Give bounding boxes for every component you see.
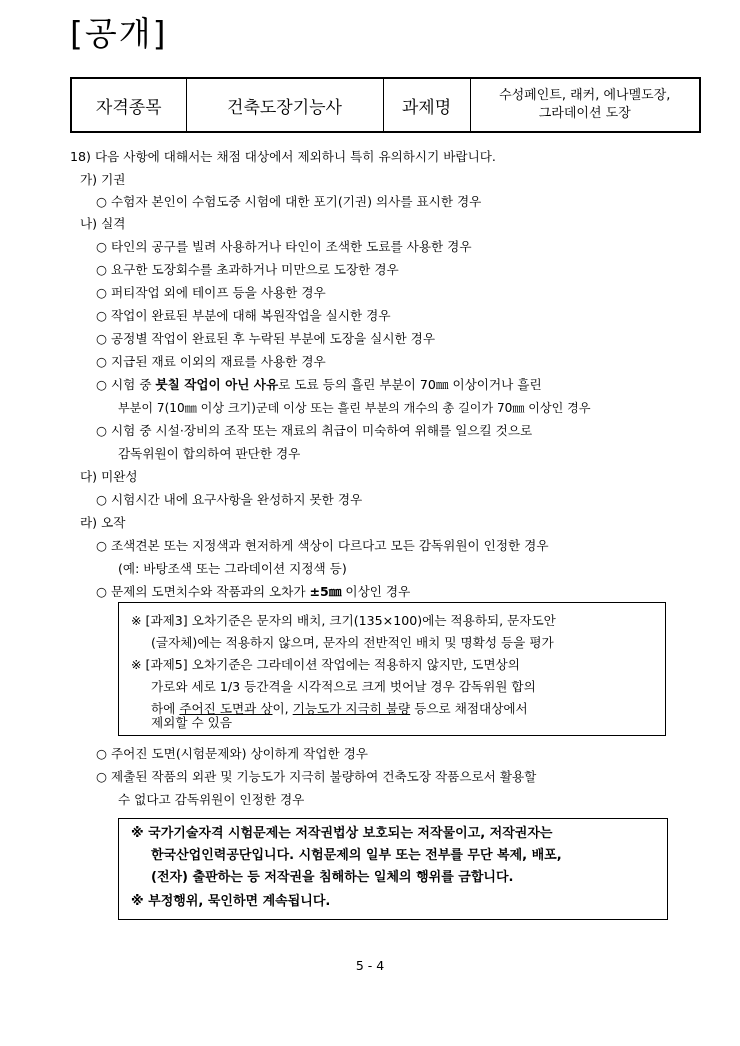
qualification-value: 건축도장기능사 xyxy=(186,78,383,132)
defect-item-2-post: 이상인 경우 xyxy=(341,584,411,599)
disqualify-item-2: ○ 요구한 도장회수를 초과하거나 미만으로 도장한 경우 xyxy=(96,262,399,277)
disqualify-item-7-bold: 붓칠 작업이 아닌 사유 xyxy=(155,377,279,392)
task-name-label: 과제명 xyxy=(383,78,470,132)
disqualify-item-7-post: 로 도료 등의 흘린 부분이 70㎜ 이상이거나 흘린 xyxy=(278,377,542,392)
note-underline-1: 주어진 도면과 상 xyxy=(179,701,273,716)
defect-item-3: ○ 주어진 도면(시험문제와) 상이하게 작업한 경우 xyxy=(96,746,368,761)
disqualify-item-5: ○ 공정별 작업이 완료된 후 누락된 부분에 도장을 실시한 경우 xyxy=(96,331,435,346)
copyright-line2: 한국산업인력공단입니다. 시험문제의 일부 또는 전부를 무단 복제, 배포, xyxy=(151,848,562,863)
section-disqualify-heading: 나) 실격 xyxy=(80,216,126,231)
incomplete-item-1: ○ 시험시간 내에 요구사항을 완성하지 못한 경우 xyxy=(96,492,363,507)
disqualify-item-7-line2: 부분이 7(10㎜ 이상 크기)군데 이상 또는 흘린 부분의 개수의 총 길이가 70㎜ 이상인 경우 xyxy=(118,401,591,415)
note-task3-line1: ※ [과제3] 오차기준은 문자의 배치, 크기(135×100)에는 적용하되, 문자도안 xyxy=(131,613,556,628)
section-defect-heading: 라) 오작 xyxy=(80,515,126,530)
note-task5-line2: 가로와 세로 1/3 등간격을 시각적으로 크게 벗어날 경우 감독위원 합의 xyxy=(151,679,536,694)
disqualify-item-6: ○ 지급된 재료 이외의 재료를 사용한 경우 xyxy=(96,354,326,369)
section-incomplete-heading: 다) 미완성 xyxy=(80,469,138,484)
defect-item-4: ○ 제출된 작품의 외관 및 기능도가 지극히 불량하여 건축도장 작품으로서 활용할 xyxy=(96,769,537,784)
copyright-line1: ※ 국가기술자격 시험문제는 저작권법상 보호되는 저작물이고, 저작권자는 xyxy=(131,826,553,841)
disqualify-item-4: ○ 작업이 완료된 부분에 대해 복원작업을 실시한 경우 xyxy=(96,308,391,323)
disclosure-tag: [공개] xyxy=(70,14,168,53)
defect-item-1: ○ 조색견본 또는 지정색과 현저하게 색상이 다르다고 모든 감독위원이 인정한 경우 xyxy=(96,538,549,553)
note-task5-line3-post: 등으로 채점대상에서 xyxy=(410,701,528,716)
item-18-heading: 18) 다음 사항에 대해서는 채점 대상에서 제외하니 특히 유의하시기 바랍니다. xyxy=(70,149,496,164)
note-task5-line3-pre: 하에 xyxy=(151,701,180,716)
note-task5-line1: ※ [과제5] 오차기준은 그라데이션 작업에는 적용하지 않지만, 도면상의 xyxy=(131,657,520,672)
forfeit-item-1: ○ 수험자 본인이 수험도중 시험에 대한 포기(기권) 의사를 표시한 경우 xyxy=(96,194,482,209)
tolerance-value: ±5㎜ xyxy=(309,584,342,599)
defect-item-2 xyxy=(96,584,410,600)
disqualify-item-1: ○ 타인의 공구를 빌려 사용하거나 타인이 조색한 도료를 사용한 경우 xyxy=(96,239,472,254)
misconduct-warning: ※ 부정행위, 묵인하면 계속됩니다. xyxy=(131,894,331,909)
disqualify-item-7 xyxy=(96,377,542,393)
task-name-value xyxy=(470,78,700,132)
copyright-notice-box xyxy=(118,818,668,920)
note-task3-line2: (글자체)에는 적용하지 않으며, 문자의 전반적인 배치 및 명확성 등을 평가 xyxy=(151,635,554,650)
note-task5-line3-mid: 이, xyxy=(272,701,293,716)
task-name-line2: 그라데이션 도장 xyxy=(538,106,631,121)
defect-item-4-line2: 수 없다고 감독위원이 인정한 경우 xyxy=(118,792,305,807)
defect-item-2-pre: ○ 문제의 도면치수와 작품과의 오차가 xyxy=(96,584,310,599)
note-task5-line4: 제외할 수 있음 xyxy=(151,715,232,730)
disqualify-item-7-pre: ○ 시험 중 xyxy=(96,377,156,392)
disqualify-item-3: ○ 퍼티작업 외에 테이프 등을 사용한 경우 xyxy=(96,285,326,300)
exam-info-table xyxy=(70,77,701,133)
section-forfeit-heading: 가) 기권 xyxy=(80,172,126,187)
note-underline-2: 기능도가 지극히 불량 xyxy=(292,701,411,716)
qualification-label: 자격종목 xyxy=(71,78,186,132)
page-number: 5 - 4 xyxy=(355,958,385,973)
disqualify-item-8-line2: 감독위원이 합의하여 판단한 경우 xyxy=(118,446,301,461)
copyright-line3: (전자) 출판하는 등 저작권을 침해하는 일체의 행위를 금합니다. xyxy=(151,870,514,885)
defect-item-1-line2: (예: 바탕조색 또는 그라데이션 지정색 등) xyxy=(118,561,347,576)
disqualify-item-8: ○ 시험 중 시설·장비의 조작 또는 재료의 취급이 미숙하여 위해를 일으킬 것으로 xyxy=(96,423,533,438)
tolerance-note-box xyxy=(118,602,666,736)
task-name-line1: 수성페인트, 래커, 에나멜도장, xyxy=(499,88,671,103)
